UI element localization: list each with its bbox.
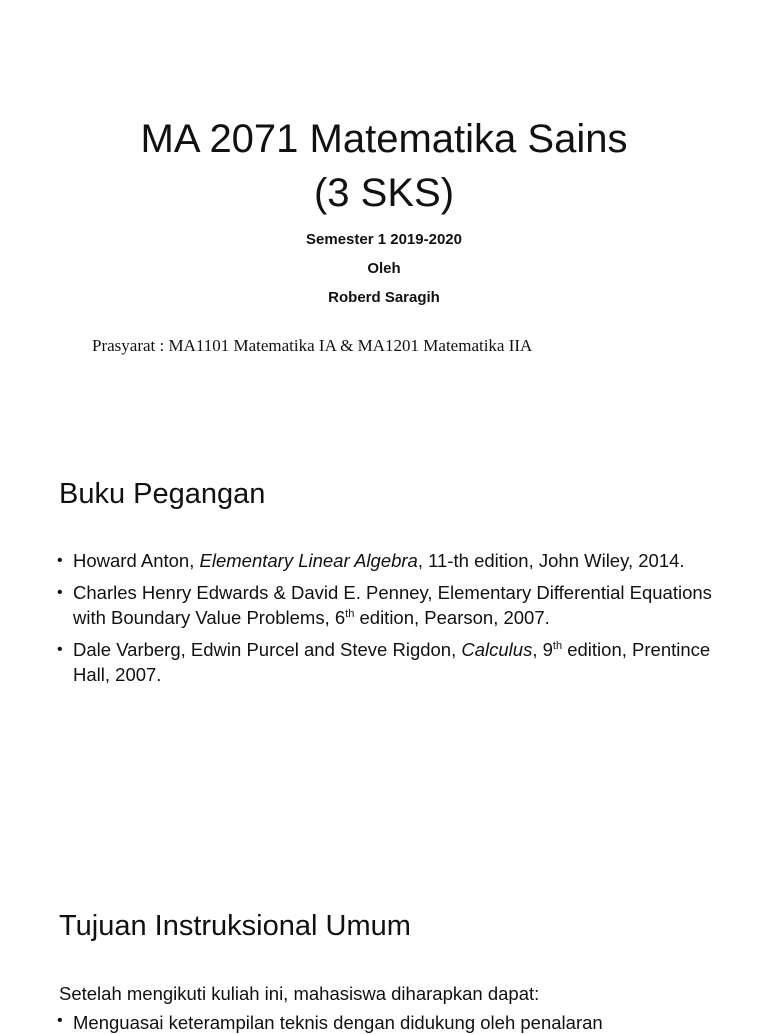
book-item <box>57 637 717 687</box>
book-item-superscript: th <box>345 608 355 620</box>
course-title-line1: MA 2071 Matematika Sains <box>140 117 628 161</box>
book-item-text: , 11-th edition, John Wiley, 2014. <box>417 550 685 571</box>
book-item-text: Charles Henry Edwards & David E. Penney, Elementary Differential Equations with Boundary Value Problems, 6 <box>73 582 712 628</box>
course-title-line2: (3 SKS) <box>313 171 455 215</box>
book-item <box>57 548 717 573</box>
book-item-text: Howard Anton, <box>73 550 200 571</box>
book-list <box>57 548 717 694</box>
goals-heading: Tujuan Instruksional Umum <box>59 910 411 942</box>
semester-label: Semester 1 2019-2020 <box>306 231 462 248</box>
book-item-title: Calculus <box>461 639 533 660</box>
by-label: Oleh <box>367 260 401 277</box>
book-item-superscript: th <box>552 640 563 652</box>
book-item-text: edition, Prentince Hall, 2007. <box>73 639 711 685</box>
book-item-text: Dale Varberg, Edwin Purcel and Steve Rigdon, <box>73 639 462 660</box>
book-item-text: , 9 <box>532 639 553 660</box>
book-item-title: Elementary Linear Algebra <box>199 550 418 571</box>
goals-intro: Setelah mengikuti kuliah ini, mahasiswa diharapkan dapat: <box>59 983 540 1004</box>
title-slide <box>0 0 768 470</box>
prerequisite-text: Prasyarat : MA1101 Matematika IA & MA1201 Matematika IIA <box>92 336 533 355</box>
book-item <box>57 580 717 630</box>
course-title <box>0 112 768 220</box>
goal-item: • Menguasai keterampilan teknis dengan didukung oleh penalaran <box>57 1012 603 1034</box>
book-item-text: edition, Pearson, 2007. <box>354 607 550 628</box>
books-heading: Buku Pegangan <box>59 478 266 510</box>
lecturer-name: Roberd Saragih <box>328 289 440 306</box>
